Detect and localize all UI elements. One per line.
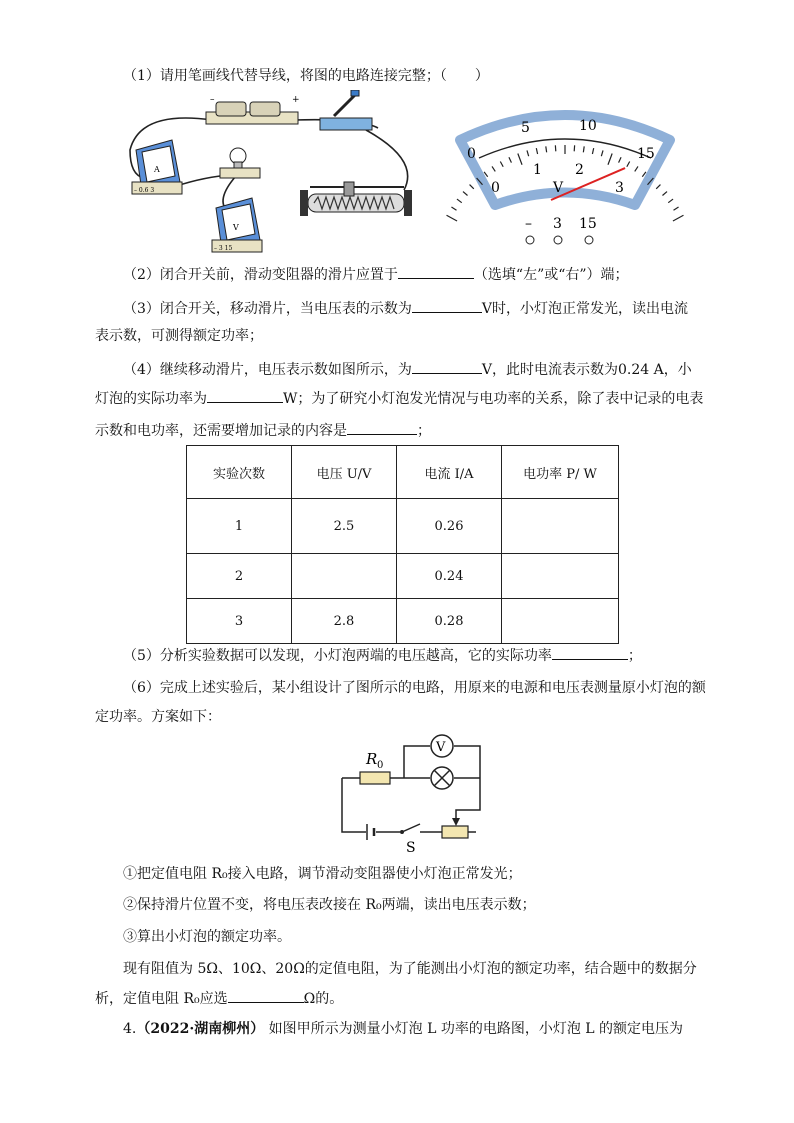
switch-label: S <box>406 840 416 856</box>
dial-tick <box>674 207 679 210</box>
table-header: 电压 U/V <box>292 446 397 499</box>
battery-minus-label: – <box>210 95 215 105</box>
bottom-scale-0: 0 <box>491 180 500 196</box>
table-header-row <box>187 446 619 499</box>
table-cell: 2.5 <box>292 499 397 554</box>
question-5 <box>123 645 642 666</box>
answer-blank-q4c[interactable] <box>347 420 417 435</box>
ammeter-terminals: – 0.6 3 <box>134 187 155 194</box>
terminal-knob <box>585 236 593 244</box>
bottom-scale-1: 1 <box>533 162 542 178</box>
question-end-line-2 <box>95 988 343 1009</box>
top-scale-2: 10 <box>579 118 597 134</box>
dial-tick <box>656 185 660 189</box>
apparatus-figure <box>120 90 420 260</box>
question-3 <box>123 298 688 319</box>
table-cell[interactable] <box>502 499 619 554</box>
dial-tick <box>457 199 462 203</box>
q4-l3-a: 示数和电功率，还需要增加记录的内容是 <box>95 423 347 439</box>
terminal-3: 3 <box>553 216 562 232</box>
answer-blank-q5[interactable] <box>552 645 628 660</box>
circuit-diagram <box>336 734 486 860</box>
slider-arrow-icon <box>452 818 460 826</box>
data-table <box>186 445 619 644</box>
q5-text-a: （5）分析实验数据可以发现，小灯泡两端的电压越高，它的实际功率 <box>123 648 552 664</box>
q4-l2-b: W；为了研究小灯泡发光情况与电功率的关系，除了表中记录的电表 <box>283 391 704 407</box>
next-q-source: （2022·湖南柳州） <box>136 1021 265 1037</box>
next-q-number: 4. <box>123 1021 137 1037</box>
unit-label: V <box>553 180 564 196</box>
ammeter-letter: A <box>154 165 160 174</box>
table-row <box>187 554 619 599</box>
dial-tick <box>447 215 458 221</box>
voltmeter-symbol-label: V <box>436 740 446 755</box>
answer-blank-q4a[interactable] <box>412 359 482 374</box>
next-question <box>123 1019 683 1039</box>
voltmeter-dial-figure <box>445 100 685 260</box>
terminal-knob <box>526 236 534 244</box>
bottom-scale-3: 3 <box>615 180 624 196</box>
answer-blank-q2[interactable] <box>398 264 474 279</box>
r0-subscript: 0 <box>377 760 384 771</box>
table-cell: 0.26 <box>397 499 502 554</box>
battery-symbol-icon <box>367 824 374 840</box>
terminal-minus: – <box>525 216 532 232</box>
terminal-knob <box>554 236 562 244</box>
end-text-b: Ω的。 <box>303 991 344 1007</box>
bulb-icon <box>220 148 260 178</box>
table-cell: 0.24 <box>397 554 502 599</box>
q6-line-2: 定功率。方案如下： <box>95 709 221 725</box>
step-3: ③算出小灯泡的额定功率。 <box>123 929 291 945</box>
table-header: 电流 I/A <box>397 446 502 499</box>
top-scale-0: 0 <box>467 146 476 162</box>
resistor-r0-icon <box>360 772 390 784</box>
q3-text-a: （3）闭合开关，移动滑片，当电压表的示数为 <box>123 301 412 317</box>
battery-pack-icon <box>206 95 300 124</box>
dial-tick <box>662 192 667 196</box>
question-2 <box>123 264 629 285</box>
q3-text-b: V时，小灯泡正常发光，读出电流 <box>481 301 689 317</box>
dial-tick <box>451 207 456 210</box>
lamp-symbol-icon <box>431 767 453 789</box>
table-cell[interactable] <box>502 554 619 599</box>
answer-blank-r0[interactable] <box>228 988 304 1003</box>
rheostat-icon <box>300 182 412 216</box>
q3-line-2: 表示数，可测得额定功率； <box>95 328 263 344</box>
dial-tick <box>583 146 584 152</box>
voltmeter-icon <box>212 198 262 252</box>
top-scale-3: 15 <box>637 146 655 162</box>
dial-tick <box>668 199 673 203</box>
bottom-scale-2: 2 <box>575 162 584 178</box>
table-cell[interactable] <box>292 554 397 599</box>
table-row <box>187 499 619 554</box>
voltmeter-letter: V <box>233 223 239 232</box>
table-cell: 0.28 <box>397 599 502 644</box>
step-2: ②保持滑片位置不变，将电压表改接在 R₀两端，读出电压表示数； <box>123 897 536 913</box>
dial-tick <box>470 185 474 189</box>
table-row <box>187 599 619 644</box>
battery-plus-label: + <box>292 95 300 105</box>
table-cell: 2 <box>187 554 292 599</box>
rheostat-symbol-icon <box>442 826 468 838</box>
q4-l2-a: 灯泡的实际功率为 <box>95 391 207 407</box>
dial-tick <box>673 215 684 221</box>
table-cell: 3 <box>187 599 292 644</box>
q2-text-b: （选填“左”或“右”）端； <box>473 267 629 283</box>
question-1: （1）请用笔画线代替导线，将图的电路连接完整；（ ） <box>123 68 489 84</box>
table-header: 实验次数 <box>187 446 292 499</box>
end-text-a: 析，定值电阻 R₀应选 <box>95 991 228 1007</box>
answer-blank-q3[interactable] <box>412 298 482 313</box>
q4-text-a: （4）继续移动滑片，电压表示数如图所示，为 <box>123 362 412 378</box>
answer-blank-q4b[interactable] <box>207 388 283 403</box>
terminal-15: 15 <box>579 216 597 232</box>
q4-line-3 <box>95 420 431 441</box>
question-4 <box>123 359 692 380</box>
top-scale-1: 5 <box>521 120 530 136</box>
q5-text-b: ； <box>627 648 642 664</box>
question-end: 现有阻值为 5Ω、10Ω、20Ω的定值电阻，为了能测出小灯泡的额定功率，结合题中的数据分 <box>123 961 697 977</box>
dial-tick <box>463 192 468 196</box>
question-6: （6）完成上述实验后，某小组设计了图所示的电路，用原来的电源和电压表测量原小灯泡的额 <box>123 680 706 696</box>
table-cell: 2.8 <box>292 599 397 644</box>
switch-symbol-icon <box>400 824 420 834</box>
q4-text-b: V，此时电流表示数为0.24 A，小 <box>481 362 692 378</box>
step-1: ①把定值电阻 R₀接入电路，调节滑动变阻器使小灯泡正常发光； <box>123 866 522 882</box>
table-header: 电功率 P/ W <box>502 446 619 499</box>
q2-text-a: （2）闭合开关前，滑动变阻器的滑片应置于 <box>123 267 398 283</box>
q4-line-2 <box>95 388 703 409</box>
r0-label: R <box>366 750 378 768</box>
wire <box>366 130 408 190</box>
ammeter-icon <box>132 140 182 194</box>
table-cell: 1 <box>187 499 292 554</box>
q4-l3-b: ； <box>417 423 431 439</box>
knife-switch-icon <box>320 90 372 130</box>
table-cell[interactable] <box>502 599 619 644</box>
voltmeter-terminals: – 3 15 <box>214 245 233 252</box>
dial-tick <box>546 146 547 152</box>
next-q-text: 如图甲所示为测量小灯泡 L 功率的电路图，小灯泡 L 的额定电压为 <box>268 1021 684 1037</box>
